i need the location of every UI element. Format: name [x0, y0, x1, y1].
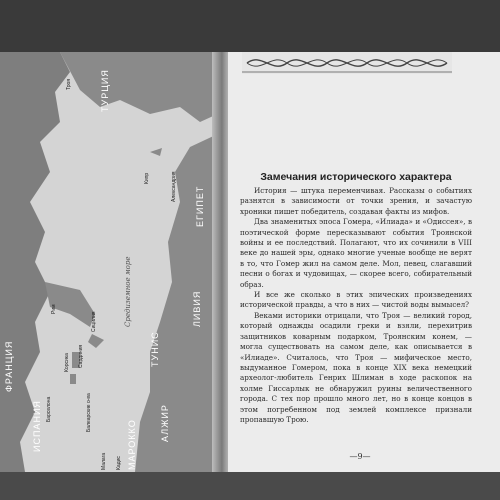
map-city-troy: Троя: [66, 78, 72, 90]
page-number: —9—: [349, 452, 371, 461]
map-label-tunisia: ТУНИС: [150, 331, 160, 367]
map-city-sardinia: Сардиния: [78, 344, 84, 368]
paragraph-1: История — штука переменчивая. Рассказы о событиях разнятся в зависимости от точки зрения, и зачастую хроники пишет победитель, создавая факты из мифов.: [240, 186, 472, 216]
map-city-sicily: Сицилия: [91, 311, 97, 332]
map-city-cyprus: Кипр: [144, 172, 150, 184]
map-city-rome: Рим: [51, 304, 57, 314]
map-label-turkey: ТУРЦИЯ: [100, 69, 110, 112]
map-city-malaga: Малага: [101, 452, 107, 470]
map-label-spain: ИСПАНИЯ: [32, 400, 42, 452]
map-label-libya: ЛИВИЯ: [192, 290, 202, 327]
paragraph-4: Веками историки отрицали, что Троя — великий город, который однажды осадили греки и взяли, перехитрив защитников коварным подарком, Троянским конем, — могла существовать на самом деле, как описывается в «Илиаде». Считалось, что Троя — мифическое место, выдуманное Гомером, пока в конце XIX века немецкий археолог-любитель Генрих Шлиман в ходе раскопок на холме Гиссарлык не обнаружил руины величественного города. С тех пор прошло много лет, но в конце концов в этом погребенном под землей комплексе признали пропавшую Трою.: [240, 310, 472, 424]
left-page-map: [0, 52, 222, 472]
mediterranean-map: [0, 52, 222, 472]
decorative-border-ornament: [242, 52, 452, 74]
map-city-cadiz: Кадис: [116, 456, 122, 470]
map-city-balearic: Балеарские о-ва: [86, 393, 92, 432]
map-label-algeria: АЛЖИР: [160, 404, 170, 442]
map-city-barcelona: Барселона: [46, 396, 52, 422]
map-label-france: ФРАНЦИЯ: [4, 340, 14, 392]
paragraph-3: И все же сколько в этих эпических произведениях исторической правды, а что в них — чистой воды вымысел?: [240, 290, 472, 310]
body-text: [240, 186, 472, 425]
map-label-egypt: ЕГИПЕТ: [195, 185, 205, 227]
map-island-corsica: [70, 374, 76, 384]
map-city-alexandria: Александрия: [171, 171, 177, 202]
map-label-morocco: МАРОККО: [127, 419, 137, 470]
map-label-mediterranean-sea: Средиземное море: [124, 256, 132, 327]
paragraph-2: Два знаменитых эпоса Гомера, «Илиада» и «Одиссея», в поэтической форме пересказывают события Троянской войны и ее последствий. Полагают, что их сочинили в VIII веке до нашей эры, однако многие ученые вообще не верят в то, что Гомер жил на самом деле. Мол, певец, слагавший песни о богах и чудовищах, — скорее всего, собирательный образ.: [240, 217, 472, 289]
section-heading: Замечания исторического характера: [260, 171, 452, 183]
desk-background-bottom: [0, 472, 500, 500]
map-city-corsica: Корсика: [64, 353, 70, 372]
desk-background-top: [0, 0, 500, 52]
